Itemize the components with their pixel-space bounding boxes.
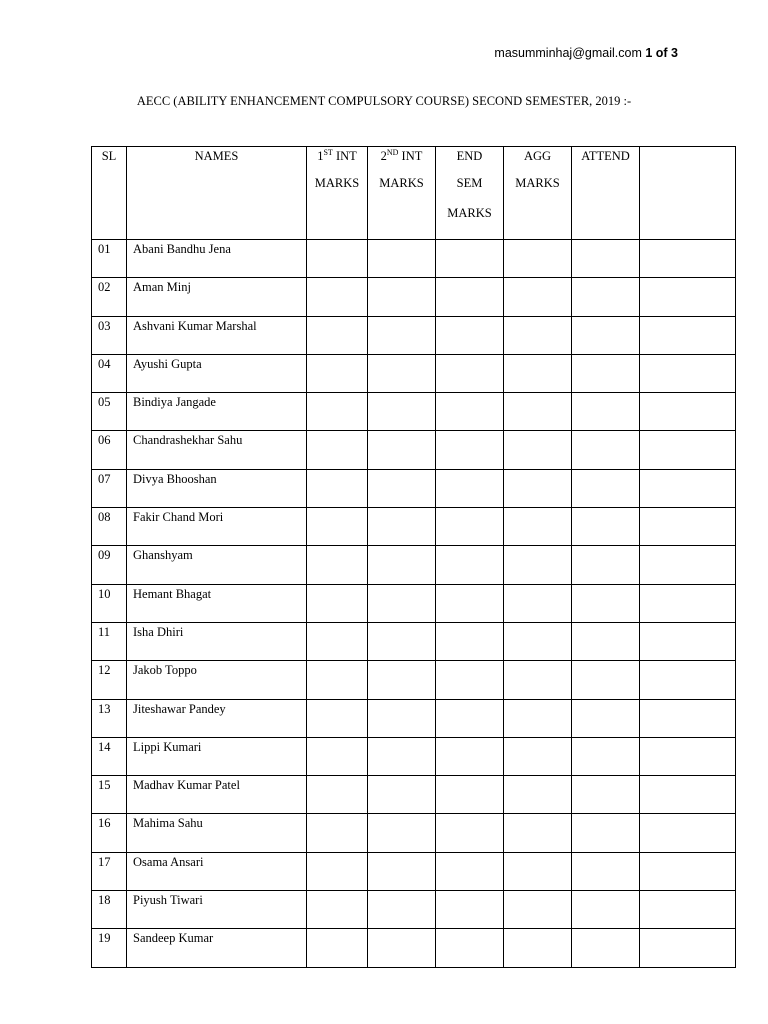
int2-marks-cell	[368, 929, 436, 967]
student-name: Ashvani Kumar Marshal	[127, 316, 307, 354]
end-sem-marks-cell	[436, 661, 504, 699]
table-row	[92, 546, 736, 584]
end-sem-marks-cell	[436, 852, 504, 890]
blank-cell	[640, 508, 736, 546]
serial-number: 13	[92, 699, 127, 737]
table-row	[92, 737, 736, 775]
end-sem-marks-cell	[436, 354, 504, 392]
blank-cell	[640, 431, 736, 469]
attend-cell	[572, 584, 640, 622]
agg-marks-cell	[504, 508, 572, 546]
attend-cell	[572, 776, 640, 814]
agg-marks-cell	[504, 699, 572, 737]
attend-cell	[572, 240, 640, 278]
serial-number: 15	[92, 776, 127, 814]
blank-cell	[640, 852, 736, 890]
attend-cell	[572, 278, 640, 316]
attend-cell	[572, 546, 640, 584]
int2-marks-cell	[368, 776, 436, 814]
int2-marks-cell	[368, 699, 436, 737]
end-sem-marks-cell	[436, 469, 504, 507]
student-name: Ayushi Gupta	[127, 354, 307, 392]
int2-marks-cell	[368, 546, 436, 584]
end-sem-marks-cell	[436, 622, 504, 660]
end-sem-marks-cell	[436, 393, 504, 431]
student-name: Jiteshawar Pandey	[127, 699, 307, 737]
int1-marks-cell	[307, 316, 368, 354]
attend-cell	[572, 316, 640, 354]
table-row	[92, 316, 736, 354]
end-sem-marks-cell	[436, 240, 504, 278]
blank-cell	[640, 584, 736, 622]
table-row	[92, 393, 736, 431]
int2-marks-cell	[368, 354, 436, 392]
student-name: Madhav Kumar Patel	[127, 776, 307, 814]
student-name: Abani Bandhu Jena	[127, 240, 307, 278]
serial-number: 16	[92, 814, 127, 852]
int1-marks-cell	[307, 699, 368, 737]
blank-cell	[640, 737, 736, 775]
student-name: Sandeep Kumar	[127, 929, 307, 967]
agg-marks-cell	[504, 240, 572, 278]
int2-marks-cell	[368, 622, 436, 660]
table-row	[92, 661, 736, 699]
int1-marks-cell	[307, 814, 368, 852]
agg-marks-cell	[504, 891, 572, 929]
int2-marks-cell	[368, 661, 436, 699]
agg-marks-cell	[504, 546, 572, 584]
end-sem-marks-cell	[436, 546, 504, 584]
attend-cell	[572, 431, 640, 469]
agg-marks-cell	[504, 776, 572, 814]
end-sem-marks-cell	[436, 278, 504, 316]
int2-marks-cell	[368, 431, 436, 469]
table-row	[92, 354, 736, 392]
table-row	[92, 776, 736, 814]
col-header-sl: SL	[92, 147, 127, 240]
attend-cell	[572, 354, 640, 392]
agg-marks-cell	[504, 278, 572, 316]
blank-cell	[640, 622, 736, 660]
agg-marks-cell	[504, 929, 572, 967]
int2-marks-cell	[368, 814, 436, 852]
agg-marks-cell	[504, 431, 572, 469]
table-row	[92, 852, 736, 890]
int2-marks-cell	[368, 316, 436, 354]
int1-marks-cell	[307, 278, 368, 316]
agg-marks-cell	[504, 469, 572, 507]
end-sem-marks-cell	[436, 584, 504, 622]
table-row	[92, 891, 736, 929]
email-address: masumminhaj@gmail.com	[494, 46, 642, 60]
blank-cell	[640, 929, 736, 967]
serial-number: 09	[92, 546, 127, 584]
serial-number: 11	[92, 622, 127, 660]
blank-cell	[640, 814, 736, 852]
blank-cell	[640, 240, 736, 278]
marks-table	[91, 146, 736, 968]
int1-marks-cell	[307, 852, 368, 890]
serial-number: 01	[92, 240, 127, 278]
int1-marks-cell	[307, 240, 368, 278]
int1-marks-cell	[307, 508, 368, 546]
col-header-end-sem-marks: END SEM MARKS	[436, 147, 504, 240]
int1-marks-cell	[307, 929, 368, 967]
serial-number: 05	[92, 393, 127, 431]
end-sem-marks-cell	[436, 508, 504, 546]
serial-number: 06	[92, 431, 127, 469]
attend-cell	[572, 661, 640, 699]
int2-marks-cell	[368, 508, 436, 546]
table-row	[92, 240, 736, 278]
serial-number: 07	[92, 469, 127, 507]
col-header-2nd-int-marks: 2ND INT MARKS	[368, 147, 436, 240]
int1-marks-cell	[307, 469, 368, 507]
page-number: 1 of 3	[645, 46, 678, 60]
blank-cell	[640, 316, 736, 354]
blank-cell	[640, 546, 736, 584]
student-name: Mahima Sahu	[127, 814, 307, 852]
student-name: Jakob Toppo	[127, 661, 307, 699]
end-sem-marks-cell	[436, 814, 504, 852]
table-row	[92, 508, 736, 546]
end-sem-marks-cell	[436, 891, 504, 929]
student-name: Bindiya Jangade	[127, 393, 307, 431]
int2-marks-cell	[368, 891, 436, 929]
agg-marks-cell	[504, 316, 572, 354]
student-name: Piyush Tiwari	[127, 891, 307, 929]
table-row	[92, 622, 736, 660]
int2-marks-cell	[368, 240, 436, 278]
int1-marks-cell	[307, 776, 368, 814]
student-name: Chandrashekhar Sahu	[127, 431, 307, 469]
end-sem-marks-cell	[436, 699, 504, 737]
end-sem-marks-cell	[436, 737, 504, 775]
blank-cell	[640, 469, 736, 507]
attend-cell	[572, 929, 640, 967]
int1-marks-cell	[307, 584, 368, 622]
table-row	[92, 278, 736, 316]
blank-cell	[640, 891, 736, 929]
page-header	[494, 46, 678, 60]
int1-marks-cell	[307, 661, 368, 699]
table-row	[92, 929, 736, 967]
attend-cell	[572, 393, 640, 431]
int1-marks-cell	[307, 546, 368, 584]
student-name: Divya Bhooshan	[127, 469, 307, 507]
agg-marks-cell	[504, 393, 572, 431]
serial-number: 10	[92, 584, 127, 622]
blank-cell	[640, 354, 736, 392]
col-header-agg-marks: AGG MARKS	[504, 147, 572, 240]
int1-marks-cell	[307, 393, 368, 431]
attend-cell	[572, 699, 640, 737]
int1-marks-cell	[307, 431, 368, 469]
serial-number: 19	[92, 929, 127, 967]
blank-cell	[640, 776, 736, 814]
attend-cell	[572, 891, 640, 929]
agg-marks-cell	[504, 852, 572, 890]
end-sem-marks-cell	[436, 929, 504, 967]
table-row	[92, 699, 736, 737]
attend-cell	[572, 814, 640, 852]
int2-marks-cell	[368, 469, 436, 507]
agg-marks-cell	[504, 354, 572, 392]
blank-cell	[640, 699, 736, 737]
attend-cell	[572, 622, 640, 660]
end-sem-marks-cell	[436, 776, 504, 814]
student-name: Isha Dhiri	[127, 622, 307, 660]
serial-number: 12	[92, 661, 127, 699]
col-header-attend: ATTEND	[572, 147, 640, 240]
table-row	[92, 469, 736, 507]
int1-marks-cell	[307, 891, 368, 929]
col-header-blank	[640, 147, 736, 240]
int2-marks-cell	[368, 584, 436, 622]
header-row	[92, 147, 736, 240]
blank-cell	[640, 278, 736, 316]
table-row	[92, 584, 736, 622]
agg-marks-cell	[504, 622, 572, 660]
student-name: Ghanshyam	[127, 546, 307, 584]
serial-number: 03	[92, 316, 127, 354]
serial-number: 04	[92, 354, 127, 392]
int2-marks-cell	[368, 278, 436, 316]
serial-number: 17	[92, 852, 127, 890]
end-sem-marks-cell	[436, 431, 504, 469]
int2-marks-cell	[368, 393, 436, 431]
document-title: AECC (ABILITY ENHANCEMENT COMPULSORY COURSE) SECOND SEMESTER, 2019 :-	[136, 94, 632, 108]
table-row	[92, 814, 736, 852]
int1-marks-cell	[307, 622, 368, 660]
end-sem-marks-cell	[436, 316, 504, 354]
blank-cell	[640, 661, 736, 699]
col-header-1st-int-marks: 1ST INT MARKS	[307, 147, 368, 240]
agg-marks-cell	[504, 661, 572, 699]
serial-number: 02	[92, 278, 127, 316]
attend-cell	[572, 508, 640, 546]
attend-cell	[572, 852, 640, 890]
int1-marks-cell	[307, 354, 368, 392]
blank-cell	[640, 393, 736, 431]
student-name: Aman Minj	[127, 278, 307, 316]
agg-marks-cell	[504, 584, 572, 622]
serial-number: 18	[92, 891, 127, 929]
student-name: Hemant Bhagat	[127, 584, 307, 622]
agg-marks-cell	[504, 737, 572, 775]
int1-marks-cell	[307, 737, 368, 775]
student-name: Lippi Kumari	[127, 737, 307, 775]
int2-marks-cell	[368, 737, 436, 775]
serial-number: 14	[92, 737, 127, 775]
serial-number: 08	[92, 508, 127, 546]
table-row	[92, 431, 736, 469]
attend-cell	[572, 737, 640, 775]
agg-marks-cell	[504, 814, 572, 852]
student-name: Osama Ansari	[127, 852, 307, 890]
col-header-names: NAMES	[127, 147, 307, 240]
attend-cell	[572, 469, 640, 507]
int2-marks-cell	[368, 852, 436, 890]
student-name: Fakir Chand Mori	[127, 508, 307, 546]
